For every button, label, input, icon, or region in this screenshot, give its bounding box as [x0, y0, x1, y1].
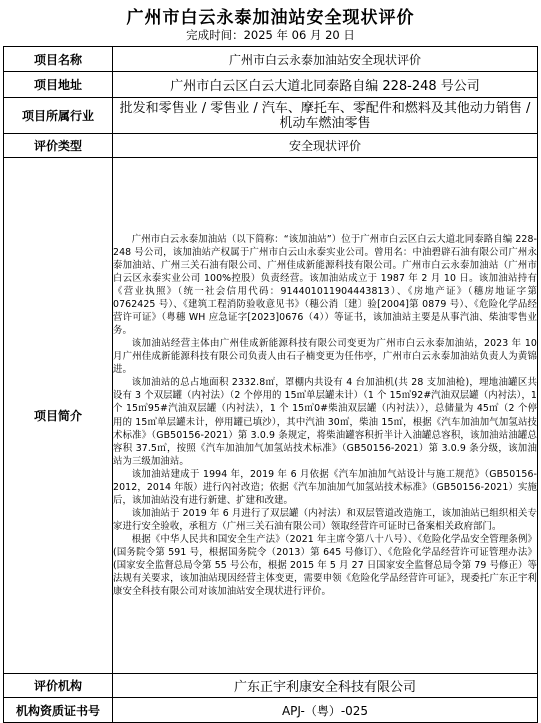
evaluation-agency-label: 评价机构 — [4, 674, 113, 698]
summary-paragraph: 该加油站经营主体由广州佳成新能源科技有限公司变更为广州市白云永泰加油站，2023 年 10 月广州佳成新能源科技有限公司负责人由石子楠变更为任伟亭，广州市白云永泰加油站负责人为黄锦进。 — [113, 338, 537, 376]
row-project-name — [4, 47, 538, 72]
industry-label: 项目所属行业 — [4, 98, 113, 134]
evaluation-type-value: 安全现状评价 — [113, 134, 538, 158]
certificate-number-label: 机构资质证书号 — [4, 698, 113, 723]
evaluation-type-label: 评价类型 — [4, 134, 113, 158]
project-name-value: 广州市白云永泰加油站安全现状评价 — [113, 47, 538, 72]
summary-paragraph: 该加油站于 2019 年 6 月进行了双层罐（内衬法）和双层管道改造施工，该加油站已组织相关专家进行安全验收，承租方（广州三关石油有限公司）领取经营许可证时已备案相关政府部门。 — [113, 507, 537, 532]
row-industry — [4, 98, 538, 134]
row-project-summary — [4, 158, 538, 674]
industry-text: 批发和零售业 / 零售业 / 汽车、摩托车、零配件和燃料及其他动力销售 / 机动车燃油零售 — [119, 100, 531, 131]
project-name-label: 项目名称 — [4, 47, 113, 72]
project-summary-content — [113, 158, 538, 674]
project-summary-label: 项目简介 — [4, 158, 113, 674]
summary-paragraph: 广州市白云永泰加油站（以下简称：“该加油站”）位于广州市白云区白云大道北同泰路自编 228-248 号公司，该加油站产权属于广州市白云山永泰实业公司。曾用名：中油碧辟石油有限公司广州永泰加油站、广州三关石油有限公司、广州佳成新能源科技有限公司。广州市白云永泰加油站（广州市白云区永泰实业公司 100%控股）负责经营。该加油站成立于 1987 年 2 月 10 日。该加油站持有《营业执照》（统一社会信用代码：91440101190444381​3）、《房地产证》（穗房地证字第 0762425 号）、《建筑工程消防验收意见书》（穗公消〔建〕验[2004]第 0879 号）、《危险化学品经营许可证》（粤穗 WH 应急证字[2023]0676（4））等证书，该加油站主要是从事汽油、柴油零售业务。 — [113, 233, 537, 337]
summary-paragraph: 该加油站的总占地面积 2332.8㎡，罩棚内共设有 4 台加油机(共 28 支加油枪)，埋地油罐区共设有 3 个双层罐（内衬法）（2 个停用的 15㎥单层罐未计）（1 个 15㎥92#汽油双层罐（内衬法），1 个 15㎥95#汽油双层罐（内衬法），1 个 15㎥0#柴油双层罐（内衬法）），总储量为 45㎥（2 个停用的 15㎥单层罐未计，停用罐已填沙），其中汽油 30㎥，柴油 15㎥，根据《汽车加油加气加氢站技术标准》（GB50156-2021）第 3.0.9 条规定，将柴油罐容积折半计入油罐总容积，该加油站油罐总容积 37.5㎥，按照《汽车加油加气加氢站技术标准》（GB50156-2021）第 3.0.9 条分级，该加油站为三级加油站。 — [113, 377, 537, 467]
industry-value — [113, 98, 538, 134]
row-project-address — [4, 72, 538, 98]
project-address-label: 项目地址 — [4, 72, 113, 98]
certificate-number-value: APJ-（粤）-025 — [113, 698, 538, 723]
project-address-value: 广州市白云区白云大道北同泰路自编 228-248 号公司 — [113, 72, 538, 98]
row-evaluation-type — [4, 134, 538, 158]
summary-paragraph: 该加油站建成于 1994 年，2019 年 6 月依据《汽车加油加气站设计与施工规范》（GB50156-2012，2014 年版）进行內衬改造；依据《汽车加油加气加氢站技术标准》（GB50156-2021）实施后，该加油站没有进行新建、扩建和改建。 — [113, 468, 537, 506]
summary-paragraph: 根据《中华人民共和国安全生产法》（2021 年主席令第八十八号）、《危险化学品安全管理条例》(国务院令第 591 号，根据国务院令（2013）第 645 号修订）、《危险化学品经营许可证管理办法》(国家安全监督总局令第 55 号公布，根据 2015 年 5 月 27 日国家安全监督总局令第 79 号修正）等法规有关要求，该加油站现因经营主体变更，需要申领《危险化学品经营许可证》，现委托广东正宇利康安全科技有限公司对该加油站安全现状进行评价。 — [113, 533, 537, 598]
row-certificate-number — [4, 698, 538, 723]
row-evaluation-agency — [4, 674, 538, 698]
document-title: 广州市白云永泰加油站安全现状评价 — [126, 8, 415, 28]
evaluation-agency-value: 广东正宇利康安全科技有限公司 — [113, 674, 538, 698]
evaluation-info-table — [3, 46, 538, 723]
completion-time: 完成时间：2025 年 06 月 20 日 — [186, 28, 355, 42]
